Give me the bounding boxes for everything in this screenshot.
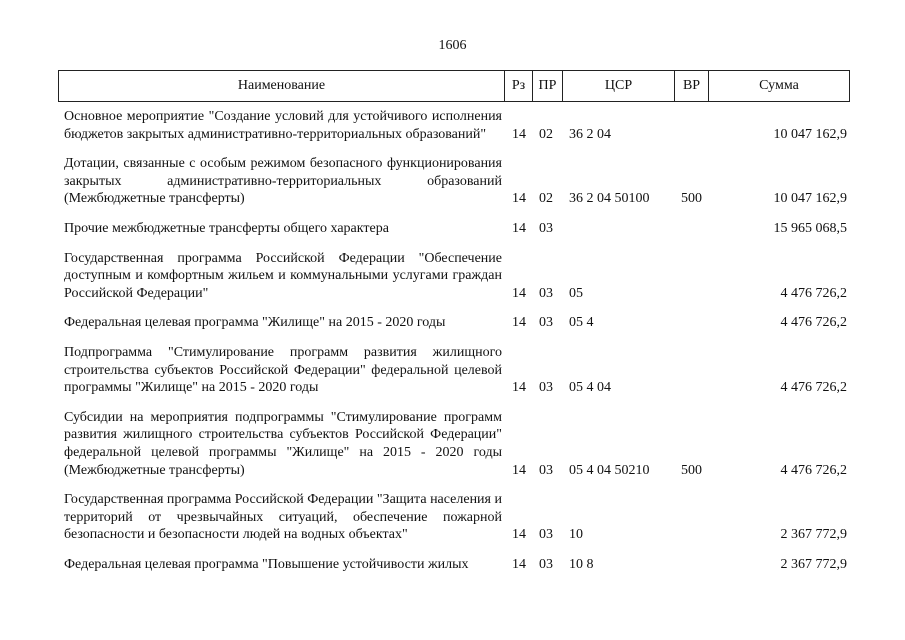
row-pr: 03 [539, 220, 553, 236]
row-name: Прочие межбюджетные трансферты общего характера [64, 220, 389, 236]
header-rz: Рз [505, 71, 533, 101]
row-pr: 02 [539, 191, 553, 207]
row-csr: 36 2 04 [569, 126, 611, 142]
table-row [0, 556, 905, 574]
row-rz: 14 [512, 191, 526, 207]
row-pr: 03 [539, 380, 553, 396]
row-pr: 03 [539, 527, 553, 543]
row-rz: 14 [512, 527, 526, 543]
row-rz: 14 [512, 380, 526, 396]
table-header [58, 70, 850, 102]
row-sum: 10 047 162,9 [773, 126, 847, 142]
table-row [0, 409, 905, 479]
header-pr: ПР [533, 71, 563, 101]
row-pr: 03 [539, 462, 553, 478]
row-name: Федеральная целевая программа "Жилище" на 2015 - 2020 годы [64, 315, 446, 331]
table-body [0, 108, 905, 585]
row-sum: 15 965 068,5 [773, 220, 847, 236]
row-name: Федеральная целевая программа "Повышение устойчивости жилых [64, 556, 469, 572]
table-row [0, 108, 905, 143]
row-rz: 14 [512, 126, 526, 142]
row-sum: 4 476 726,2 [780, 462, 847, 478]
row-rz: 14 [512, 220, 526, 236]
table-row [0, 250, 905, 303]
row-csr: 10 8 [569, 556, 594, 572]
table-row [0, 344, 905, 397]
row-sum: 2 367 772,9 [780, 556, 847, 572]
table-row [0, 155, 905, 208]
row-pr: 03 [539, 285, 553, 301]
row-sum: 10 047 162,9 [773, 191, 847, 207]
row-rz: 14 [512, 556, 526, 572]
row-csr: 36 2 04 50100 [569, 191, 650, 207]
page-number: 1606 [438, 38, 467, 53]
row-name: Государственная программа Российской Федерации "Обеспечение доступным и комфортным жильем и коммунальными услугами граждан Российской Федерации" [64, 250, 502, 301]
row-name: Дотации, связанные с особым режимом безопасного функционирования закрытых административно-территориальных образований (Межбюджетные трансферты) [64, 156, 502, 207]
header-vr: ВР [675, 71, 709, 101]
table-row [0, 220, 905, 238]
row-csr: 05 4 [569, 315, 594, 331]
row-name: Субсидии на мероприятия подпрограммы "Стимулирование программ развития жилищного строительства субъектов Российской Федерации" федеральной целевой программы "Жилище" на 2015 - 2020 годы (Межбюджетные трансферты) [64, 409, 502, 478]
row-rz: 14 [512, 285, 526, 301]
header-name: Наименование [59, 71, 505, 101]
row-csr: 05 [569, 285, 583, 301]
table-row [0, 491, 905, 544]
row-name: Подпрограмма "Стимулирование программ развития жилищного строительства субъектов Российской Федерации" федеральной целевой программы "Жилище" на 2015 - 2020 годы [64, 344, 502, 396]
row-sum: 4 476 726,2 [780, 285, 847, 301]
row-pr: 02 [539, 126, 553, 142]
row-pr: 03 [539, 315, 553, 331]
row-vr: 500 [681, 462, 702, 478]
row-csr: 05 4 04 50210 [569, 462, 650, 478]
row-sum: 4 476 726,2 [780, 315, 847, 331]
row-csr: 05 4 04 [569, 380, 611, 396]
header-sum: Сумма [759, 78, 799, 93]
row-name: Государственная программа Российской Федерации "Защита населения и территорий от чрезвычайных ситуаций, обеспечение пожарной безопасности и безопасности людей на водных объектах" [64, 492, 502, 543]
header-csr: ЦСР [563, 71, 675, 101]
row-name: Основное мероприятие "Создание условий для устойчивого исполнения бюджетов закрытых административно-территориальных образований" [64, 109, 502, 142]
row-pr: 03 [539, 556, 553, 572]
row-sum: 4 476 726,2 [780, 380, 847, 396]
row-rz: 14 [512, 315, 526, 331]
row-sum: 2 367 772,9 [780, 527, 847, 543]
row-csr: 10 [569, 527, 583, 543]
table-row [0, 314, 905, 332]
row-rz: 14 [512, 462, 526, 478]
row-vr: 500 [681, 191, 702, 207]
